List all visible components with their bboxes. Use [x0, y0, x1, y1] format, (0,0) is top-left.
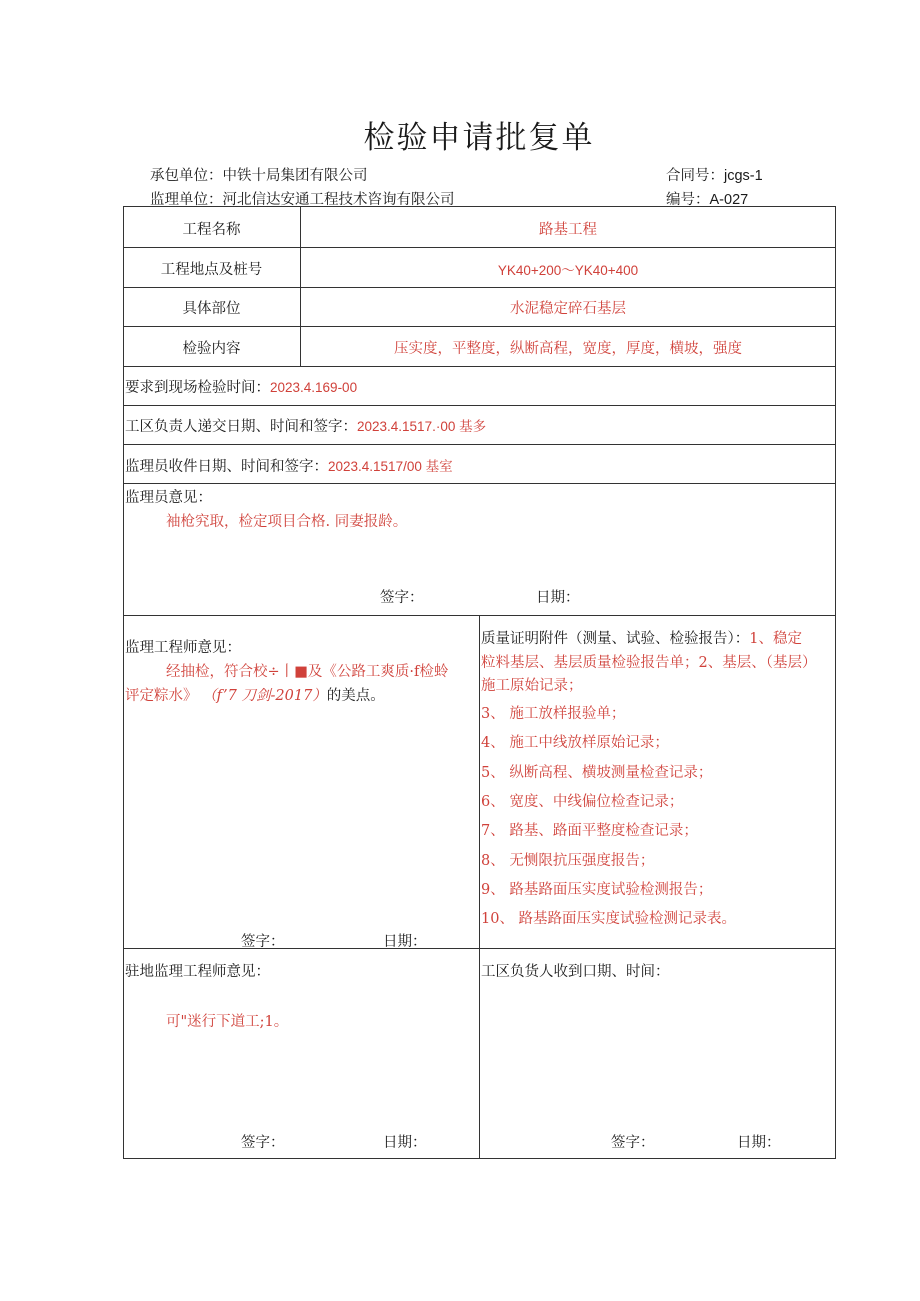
attachment-item: 9、 路基路面压实度试验检测报告；	[481, 882, 713, 898]
attachment-item: 3、 施工放样报验单；	[481, 706, 626, 722]
attachments-item1-part1: 1、稳定	[749, 631, 802, 647]
row-divider	[123, 444, 836, 445]
contract-no-value: jcgs-1	[724, 168, 763, 184]
engineer-opinion-line2b: （f’7 刀剑-2017）	[202, 688, 327, 704]
engineer-opinion-line1: 经抽检，符合校÷丨■及《公路工爽质·f检蛉	[166, 664, 449, 680]
engineer-opinion-line2a: 评定粽水》	[125, 688, 198, 704]
contractor-label: 承包单位：	[150, 168, 223, 184]
part-value: 水泥稳定碎石基层	[510, 301, 626, 317]
row-divider	[123, 326, 836, 327]
contract-no-line	[666, 164, 763, 185]
attachment-item: 10、 路基路面压实度试验检测记录表。	[481, 911, 737, 927]
attachment-item: 6、 宽度、中线偏位检查记录；	[481, 794, 684, 810]
contractor-value: 中铁十局集团有限公司	[222, 168, 368, 184]
receipt-sign-label: 签字：	[611, 1135, 655, 1151]
receipt-label: 工区负货人收到口期、时间：	[481, 964, 670, 980]
page-title: 检验申请批复单	[363, 120, 595, 156]
submit-row	[125, 415, 486, 436]
submit-label: 工区负责人递交日期、时间和签字：	[125, 419, 357, 435]
supervisor-opinion-text: 袖枪究取，检定项目合格. 同妻报龄。	[166, 514, 408, 530]
attachment-item: 5、 纵断高程、横坡测量检查记录；	[481, 765, 713, 781]
supervisor-opinion-label: 监理员意见：	[125, 490, 212, 506]
contractor-line	[150, 164, 368, 185]
attachments-item1-part2: 粒料基层、基层质量检验报告单；2、基层、（基层）	[481, 655, 817, 671]
engineer-date-label: 日期：	[383, 934, 427, 950]
supervisor-value: 河北信达安通工程技术咨询有限公司	[222, 192, 455, 208]
attachment-item: 8、 无恻限抗压强度报告；	[481, 853, 655, 869]
content-value: 压实度，平整度，纵断高程，宽度，厚度，横坡，强度	[394, 341, 742, 357]
serial-label: 编号：	[666, 192, 710, 208]
row-divider	[123, 247, 836, 248]
serial-value: A-027	[709, 192, 749, 208]
engineer-sign-label: 签字：	[241, 934, 285, 950]
attachments-line1	[481, 627, 835, 648]
resident-opinion-text: 可"迷行下道工;1。	[166, 1014, 289, 1030]
inspection-time-label: 要求到现场检验时间：	[125, 380, 270, 396]
attachments-item1-part3: 施工原始记录；	[481, 678, 583, 694]
receive-label: 监理员收件日期、时间和签字：	[125, 459, 328, 475]
attachment-item: 7、 路基、路面平整度检查记录；	[481, 823, 698, 839]
row-divider	[123, 287, 836, 288]
receive-row	[125, 455, 453, 476]
resident-opinion-label: 驻地监理工程师意见：	[125, 964, 270, 980]
row-divider	[123, 405, 836, 406]
attachments-label: 质量证明附件（测量、试验、检验报告）：	[481, 631, 750, 647]
receive-value: 2023.4.1517/00 基室	[328, 459, 453, 474]
engineer-opinion-line2	[125, 684, 385, 705]
part-label: 具体部位	[182, 301, 241, 317]
location-label: 工程地点及桩号	[160, 262, 263, 278]
attachment-item: 4、 施工中线放样原始记录；	[481, 735, 669, 751]
row-divider	[123, 483, 836, 484]
inspection-time-value: 2023.4.169-00	[270, 380, 358, 395]
supervisor-sign-label: 签字：	[380, 590, 424, 606]
row-divider	[123, 366, 836, 367]
project-name-value: 路基工程	[539, 222, 597, 238]
supervisor-label: 监理单位：	[150, 192, 223, 208]
project-name-label: 工程名称	[182, 222, 241, 238]
column-divider	[479, 615, 480, 1159]
contract-no-label: 合同号：	[666, 168, 724, 184]
location-value: YK40+200～YK40+400	[497, 263, 639, 278]
inspection-time-row	[125, 376, 357, 397]
engineer-opinion-line2c: 的美点。	[326, 688, 385, 704]
supervisor-date-label: 日期：	[536, 590, 580, 606]
resident-date-label: 日期：	[383, 1135, 427, 1151]
submit-value: 2023.4.1517.·00 基多	[357, 419, 487, 434]
resident-sign-label: 签字：	[241, 1135, 285, 1151]
receipt-date-label: 日期：	[737, 1135, 781, 1151]
engineer-opinion-label: 监理工程师意见：	[125, 640, 241, 656]
content-label: 检验内容	[182, 341, 241, 357]
